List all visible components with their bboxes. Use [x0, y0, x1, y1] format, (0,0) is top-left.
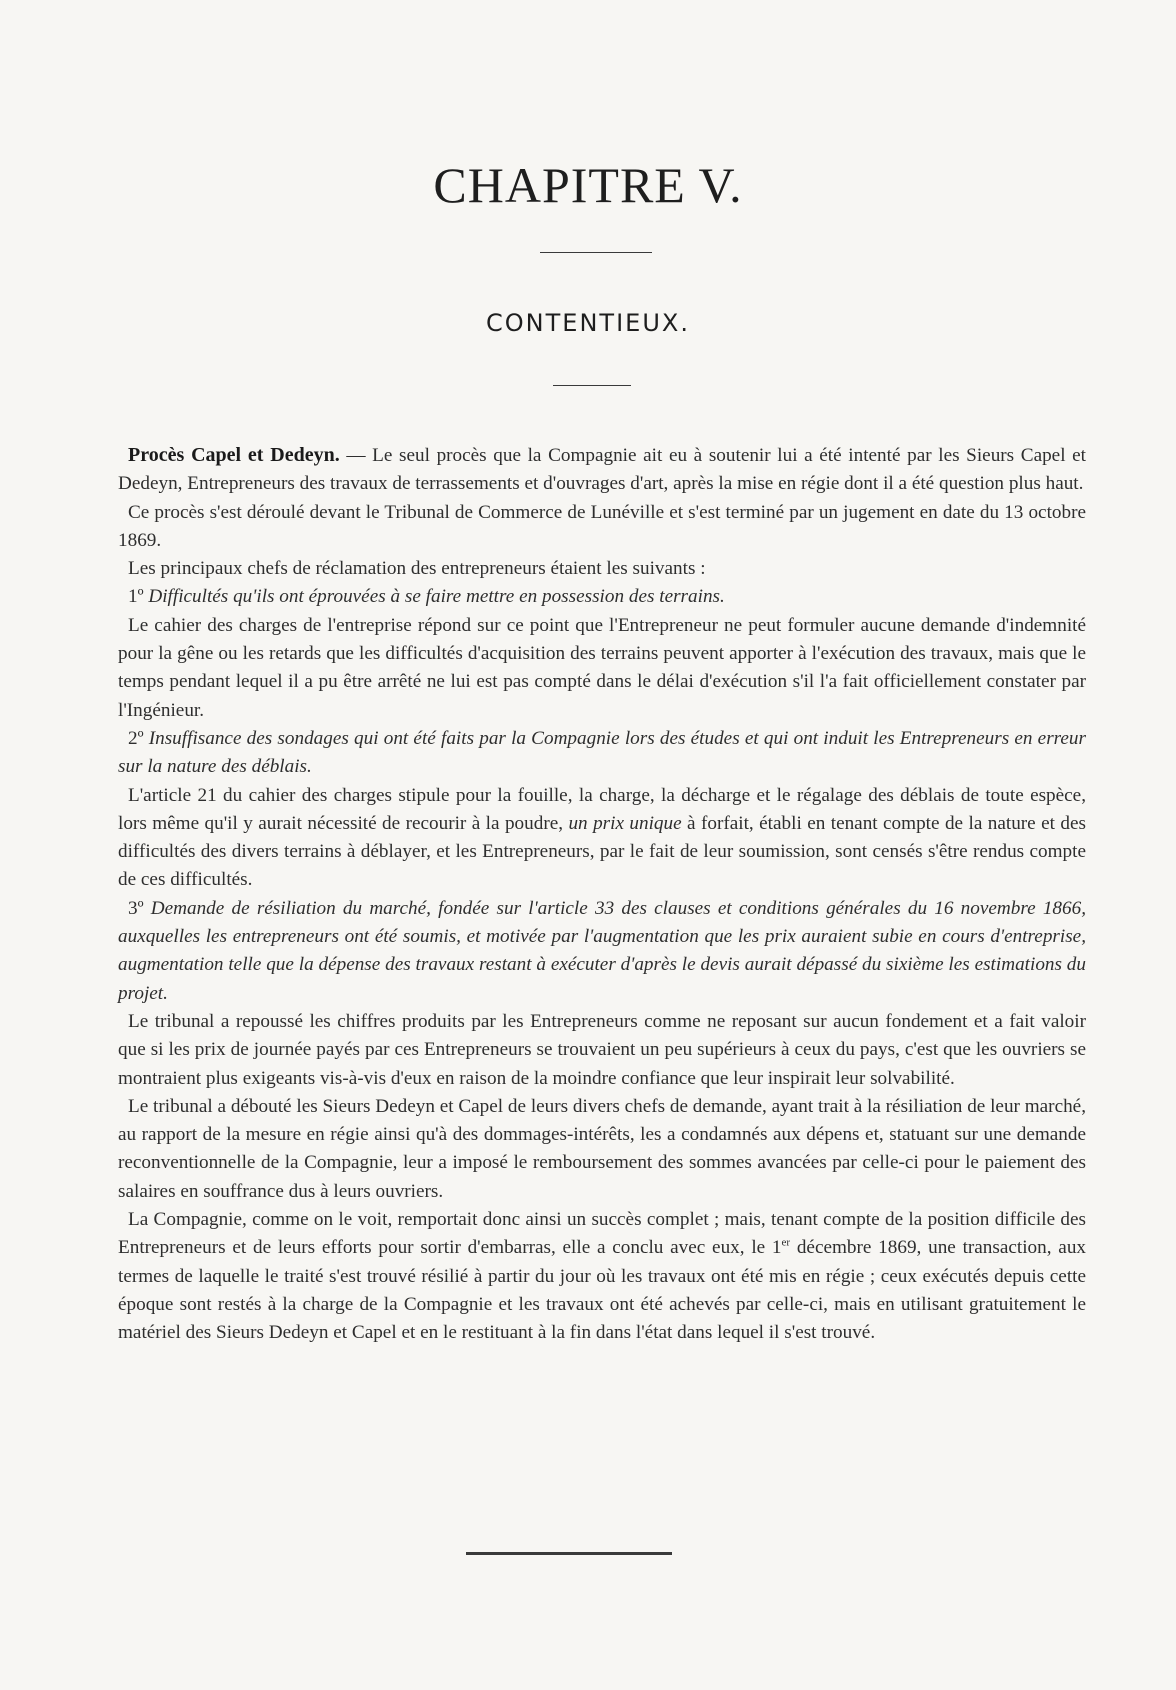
item-number: 2º: [128, 727, 149, 749]
end-ornament-rule: [466, 1552, 672, 1555]
paragraph: Le cahier des charges de l'entreprise répond sur ce point que l'Entrepreneur ne peut formuler aucune demande d'indemnité pour la gêne ou les retards que les difficultés d'acquisition des terrains peuvent apporter à l'exécution des travaux, mais que le temps pendant lequel il a pu être arrêté ne lui est pas compté dans le délai d'exécution s'il l'a fait officiellement constater par l'Ingénieur.: [118, 614, 1086, 721]
paragraph-text: — Le seul procès que la Compagnie ait eu à soutenir lui a été intenté par les Sieurs Capel et Dedeyn, Entrepreneurs des travaux de terrassements et d'ouvrages d'art, après la mise en régie dont il a été question plus haut.: [118, 445, 1086, 495]
paragraph: [118, 895, 1086, 1008]
paragraph: Le tribunal a repoussé les chiffres produits par les Entrepreneurs comme ne reposant sur aucun fondement et a fait valoir que si les prix de journée payés par ces Entrepreneurs se trouvaient un peu supérieurs à ceux du pays, c'est que les ouvriers se montraient plus exigeants vis-à-vis d'eux en raison de la moindre confiance que leur inspirait leur solvabilité.: [118, 1010, 1086, 1089]
paragraph: [118, 1206, 1086, 1347]
paragraph-text: à forfait, établi en tenant compte de la nature et des difficultés des divers terrains à déblayer, et les Entrepreneurs, par le fait de leur soumission, sont censés s'être rendus compte de ces difficultés.: [118, 812, 1086, 891]
paragraph: [118, 441, 1086, 499]
paragraph: Les principaux chefs de réclamation des entrepreneurs étaient les suivants :: [128, 558, 706, 580]
item-heading: Difficultés qu'ils ont éprouvées à se faire mettre en possession des terrains.: [148, 586, 725, 608]
paragraph: Ce procès s'est déroulé devant le Tribunal de Commerce de Lunéville et s'est terminé par un jugement en date du 13 octobre 1869.: [118, 501, 1086, 551]
paragraph: Le tribunal a débouté les Sieurs Dedeyn et Capel de leurs divers chefs de demande, ayant trait à la résiliation de leur marché, au rapport de la mesure en régie ainsi qu'à des dommages-intérêts, les a condamnés aux dépens et, statuant sur une demande reconventionnelle de la Compagnie, leur a imposé le remboursement des sommes avancées par celle-ci pour le paiement des salaires en souffrance dus à leurs ouvriers.: [118, 1095, 1086, 1202]
item-heading: Demande de résiliation du marché, fondée sur l'article 33 des clauses et conditions générales du 16 novembre 1866, auxquelles les entrepreneurs ont été soumis, et motivée par l'augmentation que les prix auraient subie en cours d'entreprise, augmentation telle que la dépense des travaux restant à exécuter d'après le devis aurait dépassé du sixième les estimations du projet.: [118, 897, 1086, 1004]
item-number: 3º: [128, 897, 151, 919]
run-in-heading: Procès Capel et Dedeyn.: [128, 444, 340, 466]
item-number: 1º: [128, 586, 149, 608]
emphasis: un prix unique: [568, 812, 682, 834]
title-divider: [540, 252, 652, 253]
paragraph-text: La Compagnie, comme on le voit, remportait donc ainsi un succès complet ; mais, tenant compte de la position difficile des Entrepreneurs et de leurs efforts pour sortir d'embarras, elle a conclu avec eux, le 1: [118, 1209, 1086, 1259]
section-divider: [553, 385, 631, 386]
paragraph: [118, 782, 1086, 895]
paragraph: [118, 583, 1086, 611]
item-heading: Insuffisance des sondages qui ont été faits par la Compagnie lors des études et qui ont induit les Entrepreneurs en erreur sur la nature des déblais.: [118, 727, 1086, 778]
body-text: [118, 441, 1086, 1348]
superscript: er: [781, 1236, 791, 1249]
section-title: CONTENTIEUX.: [486, 309, 690, 337]
paragraph-text: L'article 21 du cahier des charges stipule pour la fouille, la charge, la décharge et le régalage des déblais de toute espèce, lors même qu'il y aurait nécessité de recourir à la poudre,: [118, 784, 1086, 834]
chapter-title: CHAPITRE V.: [433, 157, 743, 213]
paragraph-text: décembre 1869, une transaction, aux termes de laquelle le traité s'est trouvé résilié à partir du jour où les travaux ont été mis en régie ; ceux exécutés depuis cette époque sont restés à la charge de la Compagnie et les travaux ont été achevés par celle-ci, mais en utilisant gratuitement le matériel des Sieurs Dedeyn et Capel et en le restituant à la fin dans l'état dans lequel il s'est trouvé.: [118, 1237, 1087, 1344]
paragraph: [118, 725, 1086, 782]
